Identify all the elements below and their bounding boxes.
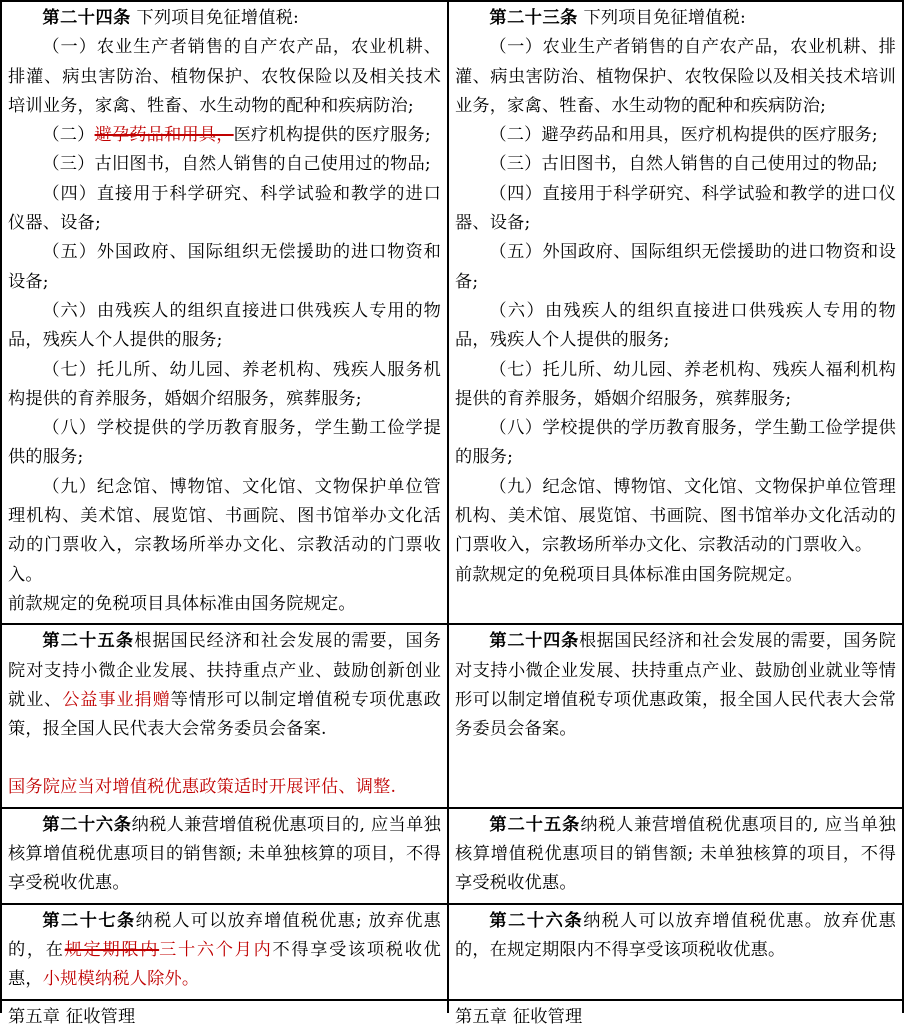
article-text: 根据国民经济和社会发展的需要，国务院对支持小微企业发展、扶持重点产业、鼓励创业就业等情形可以制定增值税专项优惠政策，报全国人民代表大会常务委员会备案。 [455,631,896,740]
clause-2 [8,121,441,150]
clause-6: （六）由残疾人的组织直接进口供残疾人专用的物品，残疾人个人提供的服务; [8,300,441,351]
clause-9: （九）纪念馆、博物馆、文化馆、文物保护单位管理机构、美术馆、展览馆、书画院、图书馆举办文化活动的门票收入，宗教场所举办文化、宗教活动的门票收入。 [455,476,896,556]
clause-1: （一）农业生产者销售的自产农产品，农业机耕、排灌、病虫害防治、植物保护、农牧保险以及相关技术培训业务，家禽、牲畜、水生动物的配种和疾病防治; [8,37,441,116]
article-number: 第二十五条 [42,631,135,652]
clause-8: （八）学校提供的学历教育服务，学生勤工俭学提供的服务; [8,418,441,468]
article-text: 纳税人兼营增值税优惠项目的, 应当单独核算增值税优惠项目的销售额; 未单独核算的项目，不得享受税收优惠。 [8,814,441,894]
clause-9: （九）纪念馆、博物馆、文化馆、文物保护单位管理机构、美术馆、展览馆、书画院、图书馆举办文化活动的门票收入，宗教场所举办文化、宗教活动的门票收入。 [8,476,441,585]
clause-2-remaining-text: 医疗机构提供的医疗服务; [233,125,431,146]
article-number: 第二十六条 [42,814,132,835]
article-number: 第二十五条 [489,814,581,835]
clause-2: （二）避孕药品和用具，医疗机构提供的医疗服务; [489,125,878,146]
article-lead-text: 下列项目免征增值税: [136,8,299,28]
cell-revised-article-25 [1,624,448,807]
article-text: 纳税人兼营增值税优惠项目的, 应当单独核算增值税优惠项目的销售额; 未单独核算的项目，不得享受税收优惠。 [455,814,896,894]
article-appended-text: 小规模纳税人除外。 [42,969,200,990]
table-row [1,1,903,624]
clause-6: （六）由残疾人的组织直接进口供残疾人专用的物品，残疾人个人提供的服务; [455,300,896,351]
cell-revised-chapter-heading [1,1000,448,1027]
article-number: 第二十六条 [489,910,584,931]
article-deleted-text: 规定期限内 [64,939,160,960]
article-text-after-edit: 不得享受该项税收优惠， [8,939,441,990]
table-row [1,624,903,807]
clause-3: （三）古旧图书，自然人销售的自己使用过的物品; [489,154,878,175]
clause-1: （一）农业生产者销售的自产农产品，农业机耕、排灌、病虫害防治、植物保护、农牧保险以及相关技术培训业务，家禽、牲畜、水生动物的配种和疾病防治; [455,37,896,116]
clause-7: （七）托儿所、幼儿园、养老机构、残疾人福利机构提供的育养服务，婚姻介绍服务，殡葬服务; [455,359,896,409]
article-inserted-text: 公益事业捐赠 [62,689,171,710]
cell-revised-article-26 [1,808,448,904]
chapter-heading: 第五章 征收管理 [455,1006,583,1027]
cell-current-article-23 [448,1,903,624]
article-added-paragraph: 国务院应当对增值税优惠政策适时开展评估、调整. [8,777,397,798]
table-row [1,904,903,1000]
cell-current-article-26 [448,904,903,1000]
article-body [455,811,896,899]
cell-revised-article-24 [1,1,448,624]
article-number: 第二十三条 [489,8,578,28]
clause-2-deleted-text: 避孕药品和用具， [94,125,234,146]
paragraph-spacer [8,744,441,773]
article-body [455,907,896,966]
clause-5: （五）外国政府、国际组织无偿援助的进口物资和设备; [8,242,441,292]
article-number: 第二十七条 [42,910,136,931]
article-text: 纳税人可以放弃增值税优惠。放弃优惠的，在规定期限内不得享受该项税收优惠。 [455,910,896,960]
clause-5: （五）外国政府、国际组织无偿援助的进口物资和设备; [455,242,896,292]
article-text-before-insert: 根据国民经济和社会发展的需要，国务院对支持小微企业发展、扶持重点产业、鼓励创新创业就业、 [8,631,441,710]
article-number: 第二十四条 [489,631,580,652]
clause-2-marker: （二） [42,125,95,146]
clause-3: （三）古旧图书，自然人销售的自己使用过的物品; [42,154,431,175]
article-closing-paragraph: 前款规定的免税项目具体标准由国务院规定。 [8,593,356,614]
article-body [455,627,896,744]
cell-current-article-25 [448,808,903,904]
clause-7: （七）托儿所、幼儿园、养老机构、残疾人服务机构提供的育养服务，婚姻介绍服务，殡葬服务; [8,359,441,409]
chapter-heading: 第五章 征收管理 [8,1006,136,1027]
article-body [8,627,441,744]
article-heading [8,4,441,33]
cell-revised-article-27 [1,904,448,1000]
article-lead-text: 下列项目免征增值税: [583,8,746,28]
article-body [8,811,441,899]
cell-current-article-24 [448,624,903,807]
article-closing-paragraph: 前款规定的免税项目具体标准由国务院规定。 [455,564,803,585]
clause-4: （四）直接用于科学研究、科学试验和教学的进口仪器、设备; [455,183,896,234]
article-text-before-edit: 纳税人可以放弃增值税优惠; 放弃优惠的，在 [8,910,441,960]
table-row [1,808,903,904]
cell-current-chapter-heading [448,1000,903,1027]
article-number: 第二十四条 [42,8,131,28]
table-row-clipped [1,1000,903,1013]
clause-4: （四）直接用于科学研究、科学试验和教学的进口仪器、设备; [8,183,441,234]
article-heading [455,4,896,33]
clause-8: （八）学校提供的学历教育服务，学生勤工俭学提供的服务; [455,418,896,468]
article-inserted-text: 三十六个月内 [159,939,273,960]
article-body [8,907,441,995]
article-text-after-insert: 等情形可以制定增值税专项优惠政策，报全国人民代表大会常务委员会备案. [8,689,441,740]
